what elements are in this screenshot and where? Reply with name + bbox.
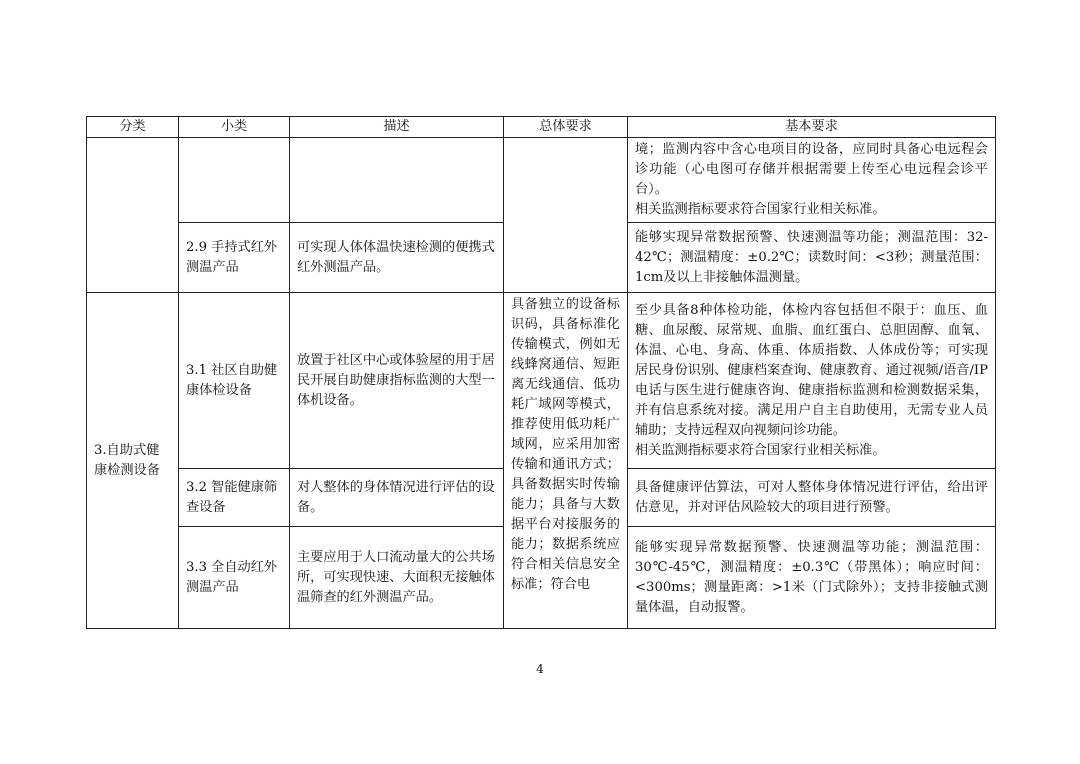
description-3-1: 放置于社区中心或体验屋的用于居民开展自助健康指标监测的大型一体机设备。 bbox=[290, 293, 504, 469]
basic-requirement-text: 境；监测内容中含心电项目的设备，应同时具备心电远程会诊功能（心电图可存储并根据需要上传至心电远程会诊平台）。 bbox=[635, 142, 988, 197]
header-subcategory: 小类 bbox=[179, 117, 290, 138]
description-3-3: 主要应用于人口流动量大的公共场所，可实现快速、大面积无接触体温筛查的红外测温产品。 bbox=[290, 527, 504, 629]
subcategory-3-3: 3.3 全自动红外测温产品 bbox=[179, 527, 290, 629]
description-cell-empty bbox=[290, 138, 504, 223]
general-requirement-3: 具备独立的设备标识码，具备标准化传输模式，例如无线蜂窝通信、短距离无线通信、低功耗广域网等模式，推荐使用低功耗广域网，应采用加密传输和通讯方式；具备数据实时传输能力；具备与大数据平台对接服务的能力；数据系统应符合相关信息安全标准；符合电 bbox=[504, 293, 628, 629]
table-row-continued bbox=[87, 138, 996, 223]
table-header-row bbox=[87, 117, 996, 138]
header-category: 分类 bbox=[87, 117, 179, 138]
basic-requirement-3-1-standard-note: 相关监测指标要求符合国家行业相关标准。 bbox=[635, 442, 886, 458]
general-requirement-cell-empty bbox=[504, 138, 628, 293]
basic-requirement-continued bbox=[628, 138, 996, 223]
subcategory-3-2: 3.2 智能健康筛查设备 bbox=[179, 469, 290, 527]
page-number: 4 bbox=[536, 662, 544, 676]
description-3-2: 对人整体的身体情况进行评估的设备。 bbox=[290, 469, 504, 527]
requirements-table bbox=[86, 116, 996, 629]
subcategory-cell-empty bbox=[179, 138, 290, 223]
header-description: 描述 bbox=[290, 117, 504, 138]
basic-requirement-3-3: 能够实现异常数据预警、快速测温等功能；测温范围：30℃-45℃，测温精度：±0.3℃（带黑体）；响应时间：<300ms；测量距离：>1米（门式除外）；支持非接触式测量体温，自动报警。 bbox=[628, 527, 996, 629]
description-2-9: 可实现人体体温快速检测的便携式红外测温产品。 bbox=[290, 223, 504, 293]
basic-requirement-2-9: 能够实现异常数据预警、快速测温等功能；测温范围：32-42℃；测温精度：±0.2℃；读数时间：<3秒；测量范围：1cm及以上非接触体温测量。 bbox=[628, 223, 996, 293]
header-basic-requirement: 基本要求 bbox=[628, 117, 996, 138]
subcategory-3-1: 3.1 社区自助健康体检设备 bbox=[179, 293, 290, 469]
category-3: 3.自助式健康检测设备 bbox=[87, 293, 179, 629]
category-cell-empty bbox=[87, 138, 179, 293]
table-row-3-1 bbox=[87, 293, 996, 469]
basic-requirement-3-2: 具备健康评估算法，可对人整体身体情况进行评估，给出评估意见，并对评估风险较大的项目进行预警。 bbox=[628, 469, 996, 527]
basic-requirement-standard-note: 相关监测指标要求符合国家行业相关标准。 bbox=[635, 202, 886, 217]
basic-requirement-3-1 bbox=[628, 293, 996, 469]
basic-requirement-3-1-text: 至少具备8种体检功能，体检内容包括但不限于：血压、血糖、血尿酸、尿常规、血脂、血红蛋白、总胆固醇、血氧、体温、心电、身高、体重、体质指数、人体成份等；可实现居民身份识别、健康档案查询、健康教育、通过视频/语音/IP电话与医生进行健康咨询、健康指标监测和检测数据采集，并有信息系统对接。满足用户自主自助使用，无需专业人员辅助；支持远程双向视频问诊功能。 bbox=[635, 302, 988, 438]
header-general-requirement: 总体要求 bbox=[504, 117, 628, 138]
subcategory-2-9: 2.9 手持式红外测温产品 bbox=[179, 223, 290, 293]
